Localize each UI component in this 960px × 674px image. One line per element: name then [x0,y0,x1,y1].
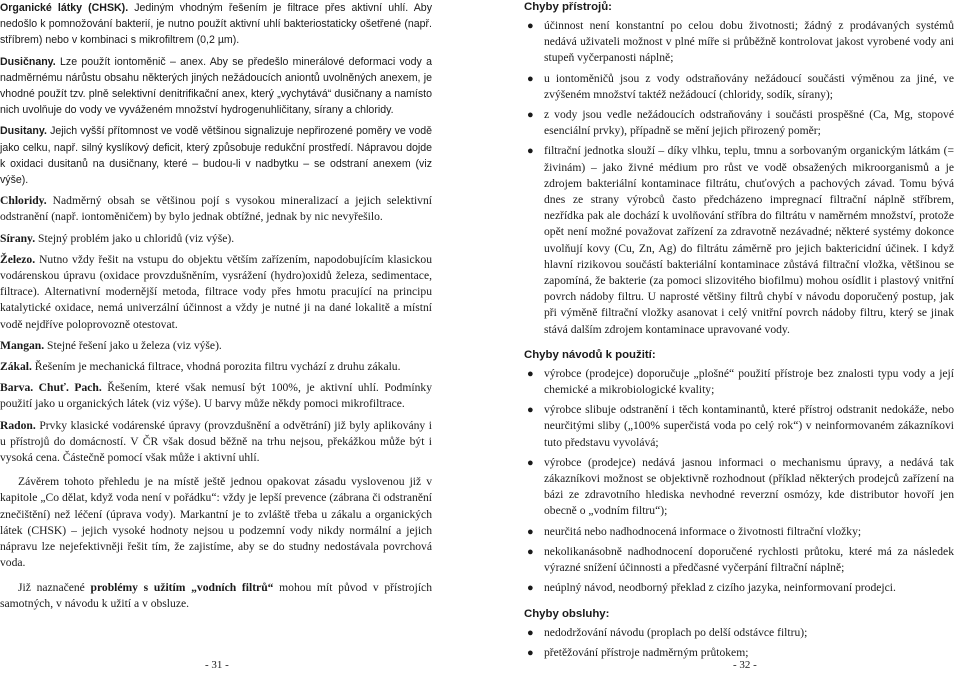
bullet-icon: ● [527,72,534,85]
term-chlorides: Chloridy. [0,194,47,208]
heading-device-faults: Chyby přístrojů: [524,1,612,13]
list-operator-faults [524,625,954,661]
bullet-icon: ● [527,545,534,558]
bullet-icon: ● [527,367,534,380]
heading-operator-faults: Chyby obsluhy: [524,607,610,620]
list-item [524,625,954,641]
page-number-31: - 31 - [205,659,229,671]
bullet-icon: ● [527,20,534,32]
list-item-text: u iontoměničů jsou z vody odstraňovány nežádoucí součásti výměnou za jiné, ve zvýšeném množství taktéž nežádoucí (chloridy, sodík, sírany); [544,71,954,101]
list-item-text: z vody jsou vedle nežádoucích odstraňovány i součásti prospěšné (Ca, Mg, stopové esenciální prvky), případně se mění jejich přirozený poměr; [544,108,954,138]
page-number-32: - 32 - [733,659,757,671]
bullet-icon: ● [527,525,534,538]
problems-strong: problémy s užitím „vodních filtrů“ [90,580,274,594]
term-iron: Železo. [0,252,36,266]
list-item-text: výrobce (prodejce) doporučuje „plošné“ použití přístroje bez znalosti typu vody a její chemické a mikrobiologické kvality; [544,366,954,397]
bullet-icon: ● [527,456,534,469]
list-item-text: neurčitá nebo nadhodnocená informace o životnosti filtrační vložky; [544,524,862,538]
list-item-text: neúplný návod, neodborný překlad z cizího jazyka, neinformovaní prodejci. [544,581,896,595]
list-item [524,580,954,596]
paragraph-conclusion: Závěrem tohoto přehledu je na místě ještě jednou opakovat zásadu vyslovenou již v kapitole „Co dělat, když voda není v pořádku“: vždy je lepší prevence (zábrana či odstranění znečištění) než léčení (úprava vody). Markantní je to zvláště třeba u zákalu a organických látek (CHSK) – jejich vysoké hodnoty nejsou u podzemní vody nikdy normální a jejich nápravu lze nejefektivněji řešit tím, že zajistíme, aby se do studny nedostávala povrchová voda. [0,475,432,570]
text-iron: Nutno vždy řešit na vstupu do objektu větším zařízením, napodobujícím klasickou vodárenskou úpravu (oxidace provzdušněním, vysrážení (hydro)oxidů železa, sedimentace, filtrace). Alternativní modernější metoda, filtrace vody přes hmotu pracující na principu katalytické oxidace, nemá univerzální účinnost a vždy je nutné ji na dané lokalitě a místní vodě nejdříve poloprovozně otestovat. [0,252,432,331]
list-item [524,71,954,103]
heading-manual-faults: Chyby návodů k použití: [524,348,656,361]
bullet-icon: ● [527,109,534,122]
page-31 [0,0,432,617]
list-item [524,18,954,67]
bullet-icon: ● [527,626,534,639]
list-manual-faults [524,366,954,597]
term-nitrites: Dusitany. [0,125,47,138]
bullet-icon: ● [527,646,534,659]
text-sulfates: Stejný problém jako u chloridů (viz výše). [35,231,235,245]
list-item [524,524,954,540]
text-radon: Prvky klasické vodárenské úpravy (provzdušnění a odvětrání) již byly aplikovány i u přístrojů do domácností. V ČR však dosud běžně na trhu nejsou, překážkou může být i vysoká cena. Částečně pomocí však může i aktivní uhlí. [0,418,432,465]
paragraph-problems [0,580,432,612]
bullet-icon: ● [527,145,534,158]
list-item [524,143,954,337]
paragraph-color-taste-odor [0,380,432,412]
text-organic: Jediným vhodným řešením je filtrace přes aktivní uhlí. Aby nedošlo k pomnožování bakterií, je nutno použít aktivní uhlí bakteriostaticky ošetřené (např. stříbrem) nebo v kombinaci s mikrofiltrem (0,2 µm). [0,2,432,47]
paragraph-sulfates [0,231,432,247]
problems-lead: Již naznačené [18,580,91,594]
list-item [524,455,954,520]
list-item-text: nedodržování návodu (proplach po delší odstávce filtru); [544,625,808,639]
term-nitrates: Dusičnany. [0,55,56,68]
text-turbidity: Řešením je mechanická filtrace, vhodná porozita filtru vychází z druhu zákalu. [31,360,401,374]
problems-tail: mohou mít původ v přístrojích samotných, v návodu k užití a v obsluze. [0,580,432,610]
paragraph-organic [0,0,432,49]
paragraph-nitrites [0,123,432,188]
list-item [524,544,954,576]
page-32 [524,0,954,671]
list-item-text: filtrační jednotka slouží – díky vlhku, teplu, tmnu a sorbovaným organickým látkám (= živinám) – jako živné médium pro růst ve vodě obsažených mikroorganismů a je zdrojem bakteriální kontaminace filtrátu, chuťových a pachových závad. Tomu bývá dnes ze strany výrobců často předcházeno impregnací filtrační náplně stříbrem, nezřídka pak ale dochází k uvolňování stříbra do filtrátu v naměrném množství, protože opět není možné považovat zařízení za zdravotně nezávadné; některé systémy dokonce uvolňují kovy (Cu, Zn, Ag) do filtrátu záměrně pro jejich baktericidní účinek. I když hlavní rizikovou součástí bakteriální kontaminace zůstává filtrační vložka, většinou se zapomíná, že bakterie (za pomoci slizovitého biofilmu) mohou osídlit i plastový vnitřní povrch nádoby filtru. U naprosté většiny filtrů chybí v návodu doporučený postup, jak při výměně filtrační vložky asanovat i celý vnitřní povrch nádoby filtru, který se jinak stává dalším zdrojem kontaminace upravované vody. [544,144,954,336]
list-item-text: výrobce slibuje odstranění i těch kontaminantů, které přístroj odstranit nedokáže, nebo neurčitými sliby („100% superčistá voda po celý rok“) v neinformovaném zákazníkovi tuto představu vyvolává; [544,403,954,449]
text-nitrites: Jejich vyšší přítomnost ve vodě většinou signalizuje nepřirozené poměry ve vodě jako celku, např. silný kyslíkový deficit, který způsobuje redukční prostředí. Nápravou dojde k oxidaci dusitanů na dusičnany, které – budou-li v nadbytku – se odstraní anexem (viz výše). [0,125,432,187]
list-item-text: přetěžování přístroje nadměrným průtokem; [544,645,749,659]
term-turbidity: Zákal. [0,360,32,374]
list-item [524,402,954,451]
bullet-icon: ● [527,404,534,417]
bullet-icon: ● [527,582,534,595]
paragraph-manganese [0,338,432,354]
list-item-text: výrobce (prodejce) nedává jasnou informaci o mechanismu úpravy, a nedává tak zákazníkovi možnost se objektivně rozhodnout (příklad některých prodejců zařízení na bázi ze zdravotního hlediska nevhodné reverzní osmózy, kde distributor hovoří jen obecně o „vodním filtru“); [544,455,954,518]
list-item-text: nekolikanásobně nadhodnocení doporučené rychlosti průtoku, které má za následek výrazné snížení účinnosti a předčasné vyčerpání filtrační náplně; [544,544,954,575]
term-radon: Radon. [0,418,36,432]
term-color-taste-odor: Barva. Chuť. Pach. [0,381,102,395]
paragraph-nitrates [0,54,432,119]
text-color-taste-odor: Řešením, které však nemusí být 100%, je aktivní uhlí. Podmínky použití jako u organických látek (viz výše). U barvy může někdy pomoci mikrofiltrace. [0,381,432,411]
text-chlorides: Nadměrný obsah se většinou pojí s vysokou mineralizací a jejich selektivní odstranění (např. iontoměničem) by bylo jednak obtížné, jednak by nic nevyřešilo. [0,194,432,224]
term-organic: Organické látky (CHSK). [0,2,129,14]
text-manganese: Stejné řešení jako u železa (viz výše). [44,338,222,352]
term-sulfates: Sírany. [0,231,36,245]
list-item [524,366,954,398]
list-device-faults [524,18,954,338]
paragraph-radon [0,418,432,467]
list-item-text: účinnost není konstantní po celou dobu životnosti; žádný z prodávaných systémů nedává uživateli možnost v plné míře si průběžně kontrolovat jakost vyrobené vody ani stupeň vyčerpanosti náplně; [544,19,954,65]
paragraph-chlorides [0,193,432,225]
paragraph-iron [0,252,432,333]
list-item [524,107,954,139]
term-manganese: Mangan. [0,338,45,352]
paragraph-turbidity [0,359,432,375]
text-nitrates: Lze použít iontoměnič – anex. Aby se předešlo minerálové deformaci vody a nadměrnému nárůstu obsahu některých jiných nežádoucích aniontů uvolněných anexem, je vhodné použít tzv. plně selektivní denitrifikační anex, který „vychytává“ dusičnany a namísto nich uvolňuje do vody ve vyváženém množství hydrogenuhličitany, sírany a chloridy. [0,55,432,117]
